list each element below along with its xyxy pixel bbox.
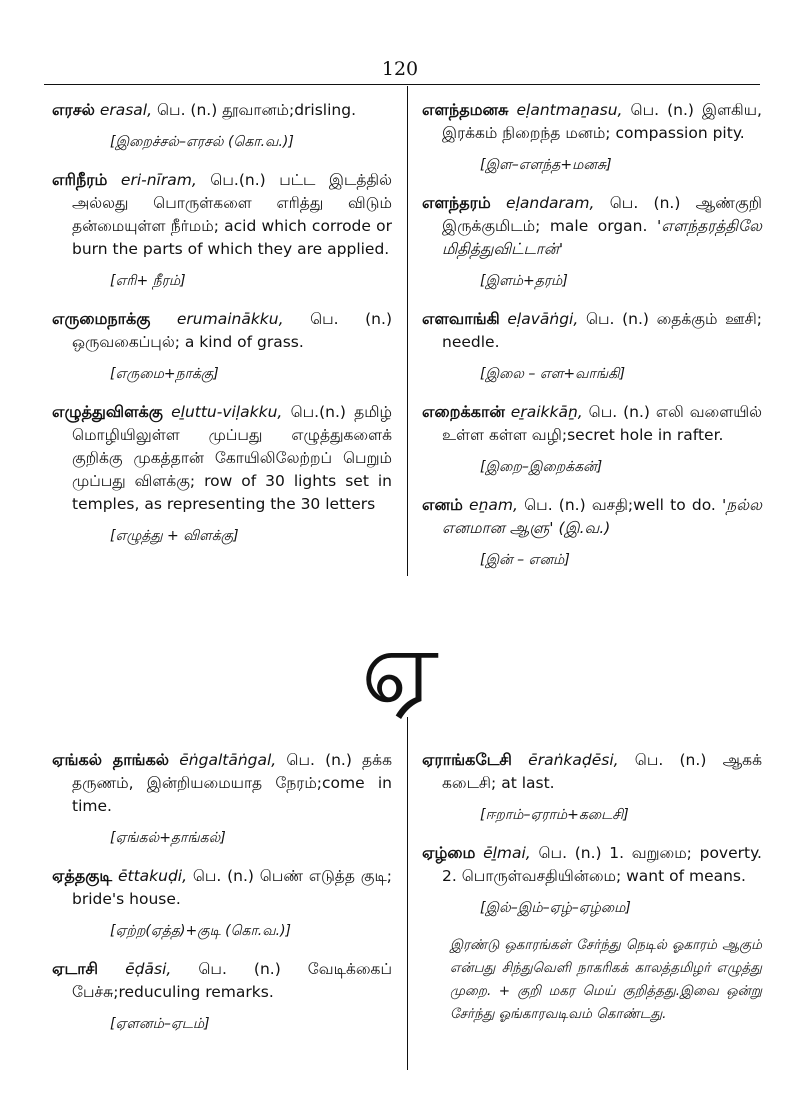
entry-transliteration: eri-nīram,	[120, 171, 197, 189]
entry-headword: ஏங்கல் தாங்கல்	[52, 750, 170, 769]
dictionary-entry	[422, 841, 762, 918]
column-bottom-right	[422, 748, 762, 1026]
dictionary-entry	[52, 307, 392, 384]
entry-headword: எளவாங்கி	[422, 309, 500, 328]
dictionary-entry	[422, 307, 762, 384]
entry-etymology: [இறை–இறைக்கன்]	[480, 459, 603, 475]
entry-etymology: [இள–எளந்த+மனசு]	[480, 157, 612, 173]
entry-headword: எனம்	[422, 495, 463, 514]
dictionary-entry	[422, 493, 762, 570]
column-bottom-left	[52, 748, 392, 1050]
entry-body	[52, 400, 392, 516]
entry-etymology: [ஈறாம்–ஏராம்+கடைசி]	[480, 807, 629, 823]
dictionary-entry	[52, 400, 392, 546]
entry-body	[422, 400, 762, 447]
entry-etymology: [எழுத்து + விளக்கு]	[110, 528, 239, 544]
entry-transliteration: erumainākku,	[176, 310, 284, 328]
column-divider-bottom	[407, 717, 408, 1070]
commentary-note: இரண்டு ஒகாரங்கள் சேர்ந்து நெடில் ஓகாரம் ஆகும் என்பது சிந்துவெளி நாகரிகக் காலத்தமிழர் எழுத்து முறை. + குறி மகர மெய் குறித்தது.இவை ஒன்று சேர்ந்து ஓங்காரவடிவம் கொண்டது.	[450, 937, 762, 1022]
entry-headword: ஏழ்மை	[422, 843, 476, 862]
entry-etymology: [இளம்+தரம்]	[480, 273, 568, 289]
entry-transliteration: ēḍāsi,	[125, 960, 172, 978]
entry-definition: பெ.(n.) தமிழ் மொழியிலுள்ள முப்பது எழுத்துகளைக் குறிக்கு முகத்தான் கோயிலிலேற்றப் பெறும் முப்பது விளக்கு; row of 30 lights set in temples, as representing the 30 letters	[72, 403, 392, 513]
dictionary-entry	[52, 864, 392, 941]
entry-transliteration: ēṅgaltāṅgal,	[179, 751, 277, 769]
entry-transliteration: ēraṅkaḍēsi,	[528, 751, 619, 769]
entry-definition: பெ. (n.) 1. வறுமை; poverty. 2. பொருள்வசதியின்மை; want of means.	[442, 844, 762, 885]
entry-usage-example: 'நல்ல எனமான ஆளு' (இ.வ.)	[442, 496, 762, 537]
entry-body	[422, 748, 762, 795]
entry-usage-example: 'எளந்தரத்திலே மிதித்துவிட்டான்'	[442, 217, 762, 258]
entry-definition: பெ. (n.) வேடிக்கைப் பேச்சு;reduculing remarks.	[72, 960, 392, 1001]
entry-headword: ஏடாசி	[52, 959, 99, 978]
entry-definition: பெ. (n.) தக்க தருணம், இன்றியமையாத நேரம்;come in time.	[72, 751, 392, 815]
entry-body	[422, 493, 762, 540]
column-top-left	[52, 98, 392, 562]
entry-etymology: [இன் – எனம்]	[480, 552, 570, 568]
entry-etymology: [எரி+ நீரம்]	[110, 273, 186, 289]
entries-bottom-right	[422, 748, 762, 918]
entry-definition: பெ. (n.) பெண் எடுத்த குடி; bride's house.	[72, 867, 393, 908]
entry-definition: பெ. (n.) தூவானம்;drisling.	[156, 101, 356, 119]
entry-etymology: [ஏற்ற(ஏத்த)+குடி (கொ.வ.)]	[110, 923, 292, 939]
entry-body	[52, 957, 392, 1004]
entry-body	[422, 841, 762, 888]
entry-transliteration: eṉam,	[469, 496, 518, 514]
dictionary-entry	[422, 191, 762, 291]
entry-headword: ஏத்தகுடி	[52, 866, 113, 885]
entry-etymology: [இலை – எள+வாங்கி]	[480, 366, 626, 382]
entry-transliteration: eḷantmaṉasu,	[516, 101, 623, 119]
column-top-right	[422, 98, 762, 586]
header-rule	[44, 84, 760, 85]
entry-transliteration: eṟaikkāṉ,	[510, 403, 583, 421]
entry-definition: பெ. (n.) ஒருவகைப்புல்; a kind of grass.	[72, 310, 392, 351]
dictionary-entry	[52, 98, 392, 152]
page-number: 120	[381, 58, 419, 80]
entry-etymology: [ஏளனம்–ஏடம்]	[110, 1016, 210, 1032]
entry-headword: எழுத்துவிளக்கு	[52, 402, 163, 421]
entry-headword: எருமைநாக்கு	[52, 309, 151, 328]
dictionary-entry	[52, 168, 392, 291]
entry-headword: எளந்தரம்	[422, 193, 491, 212]
dictionary-entry	[422, 98, 762, 175]
dictionary-entry	[422, 748, 762, 825]
entry-body	[52, 864, 392, 911]
entry-headword: ஏராங்கடேசி	[422, 750, 512, 769]
entry-body	[52, 307, 392, 354]
dictionary-entry	[52, 957, 392, 1034]
entry-body	[52, 98, 392, 122]
section-letter: ஏ	[361, 608, 439, 725]
entry-definition: பெ. (n.) வசதி;well to do.	[524, 496, 716, 514]
column-divider-top	[407, 86, 408, 576]
entry-transliteration: eḷandaram,	[506, 194, 595, 212]
entry-headword: எறைக்கான்	[422, 402, 505, 421]
entry-body	[52, 168, 392, 261]
dictionary-entry	[422, 400, 762, 477]
entry-definition: பெ. (n.) ஆகக் கடைசி; at last.	[442, 751, 762, 792]
entry-headword: எளந்தமனசு	[422, 100, 509, 119]
entry-transliteration: ēḻmai,	[483, 844, 531, 862]
entry-transliteration: erasal,	[99, 101, 153, 119]
entry-headword: எரசல்	[52, 100, 95, 119]
entry-etymology: [எருமை+நாக்கு]	[110, 366, 219, 382]
entry-headword: எரிநீரம்	[52, 170, 108, 189]
entry-definition: பெ.(n.) பட்ட இடத்தில் அல்லது பொருள்களை எரித்து விடும் தன்மையுள்ள நீர்மம்; acid which corrode or burn the parts of which they are applied.	[72, 171, 392, 258]
entry-etymology: [இறைச்சல்–எரசல் (கொ.வ.)]	[110, 134, 294, 150]
entry-definition: பெ. (n.) இளகிய, இரக்கம் நிறைந்த மனம்; compassion pity.	[442, 101, 762, 142]
entry-body	[422, 98, 762, 145]
entry-body	[422, 191, 762, 261]
entry-definition: பெ. (n.) எலி வளையில் உள்ள கள்ள வழி;secret hole in rafter.	[442, 403, 762, 444]
entry-transliteration: ēttakuḍi,	[117, 867, 188, 885]
entry-transliteration: eḻuttu-viḷakku,	[171, 403, 283, 421]
dictionary-entry	[52, 748, 392, 848]
entry-body	[52, 748, 392, 818]
entry-etymology: [இல்–இம்–ஏழ்–ஏழ்மை]	[480, 900, 631, 916]
entry-definition: பெ. (n.) ஆண்குறி இருக்குமிடம்; male organ.	[442, 194, 762, 235]
entry-etymology: [ஏங்கல்+தாங்கல்]	[110, 830, 226, 846]
entry-body	[422, 307, 762, 354]
entry-transliteration: eḷavāṅgi,	[507, 310, 579, 328]
entry-definition: பெ. (n.) தைக்கும் ஊசி; needle.	[442, 310, 762, 351]
